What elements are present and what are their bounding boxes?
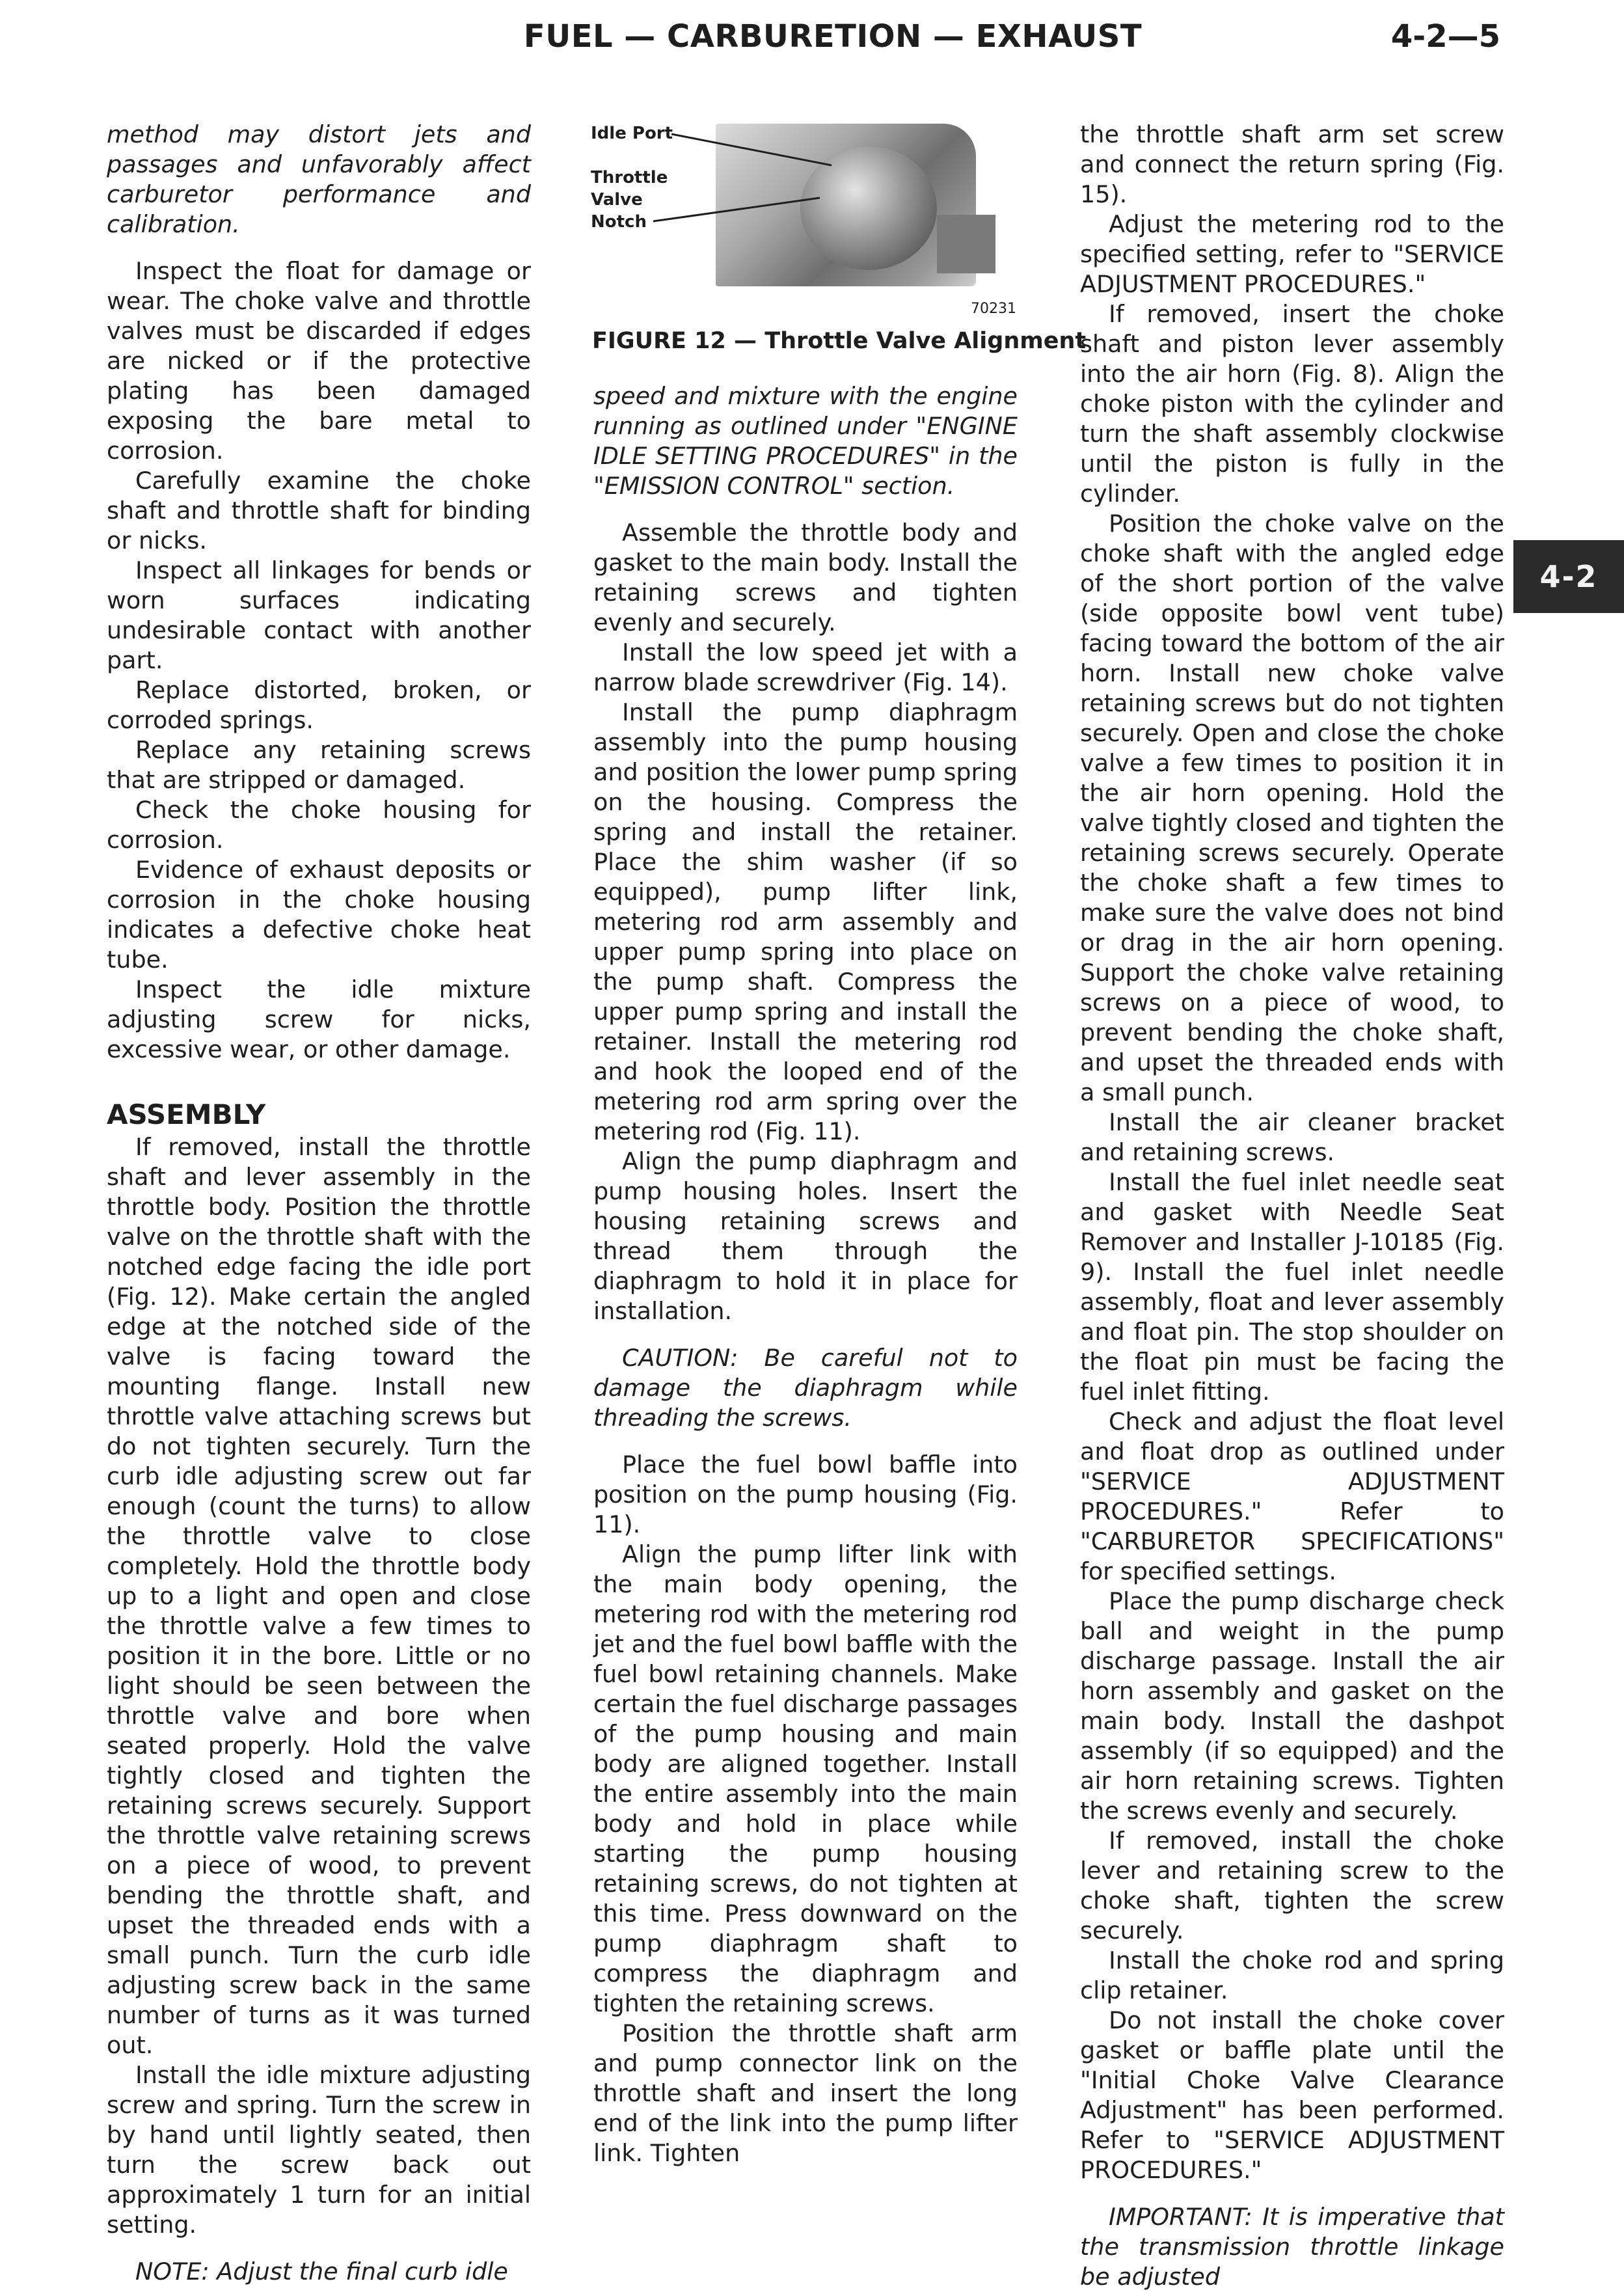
paragraph: Check the choke housing for corrosion. bbox=[107, 796, 531, 854]
figure-caption: FIGURE 12 — Throttle Valve Alignment bbox=[592, 328, 1087, 354]
page-header-title: FUEL — CARBURETION — EXHAUST bbox=[523, 18, 1143, 55]
paragraph: Place the pump discharge check ball and weight in the pump discharge passage. Install the air horn assembly and gasket on the main body. Install the dashpot assembly (if so equipped) and the air horn retaining screws. Tighten the screws evenly and securely. bbox=[1080, 1587, 1504, 1825]
paragraph: speed and mixture with the engine running as outlined under "ENGINE IDLE SETTING PROCEDURES" in the "EMISSION CONTROL" section. bbox=[593, 382, 1018, 500]
paragraph: method may distort jets and passages and unfavorably affect carburetor performance and calibration. bbox=[107, 120, 531, 238]
paragraph: Install the fuel inlet needle seat and gasket with Needle Seat Remover and Installer J-10185 (Fig. 9). Install the fuel inlet needle assembly, float and lever assembly and float pin. The stop shoulder on the float pin must be facing the fuel inlet fitting. bbox=[1080, 1168, 1504, 1406]
paragraph: Inspect the idle mixture adjusting screw for nicks, excessive wear, or other damage. bbox=[107, 975, 531, 1063]
throttle-notch-leader bbox=[653, 198, 820, 221]
paragraph: If removed, install the throttle shaft and lever assembly in the throttle body. Position the throttle valve on the throttle shaft with the notched edge facing the idle port (Fig. 12). Make certain the angled edge at the notched side of the valve is facing toward the mounting flange. Install new throttle valve attaching screws but do not tighten securely. Turn the curb idle adjusting screw out far enough (count the turns) to allow the throttle valve to close completely. Hold the throttle body up to a light and open and close the throttle valve a few times to position it in the bore. Little or no light should be seen between the throttle valve and bore when seated properly. Hold the valve tightly closed and tighten the retaining screws securely. Support the throttle valve retaining screws on a piece of wood, to prevent bending the throttle shaft, and upset the threaded ends with a small punch. Turn the curb idle adjusting screw back in the same number of turns as it was turned out. bbox=[107, 1133, 531, 2059]
figure-number: 70231 bbox=[971, 301, 1016, 317]
note-paragraph: NOTE: Adjust the final curb idle bbox=[135, 2258, 508, 2285]
paragraph: Do not install the choke cover gasket or baffle plate until the "Initial Choke Valve Clearance Adjustment" has been performed. Refer to "SERVICE ADJUSTMENT PROCEDURES." bbox=[1080, 2006, 1504, 2184]
paragraph: Carefully examine the choke shaft and throttle shaft for binding or nicks. bbox=[107, 467, 531, 554]
paragraph: Inspect the float for damage or wear. The choke valve and throttle valves must be discarded if edges are nicked or if the protective plating has been damaged exposing the bare metal to corrosion. bbox=[107, 257, 531, 465]
page-number: 4-2—5 bbox=[1390, 18, 1500, 55]
paragraph: Assemble the throttle body and gasket to the main body. Install the retaining screws and tighten evenly and securely. bbox=[593, 519, 1018, 636]
column-2 bbox=[593, 381, 1018, 2168]
paragraph: Replace distorted, broken, or corroded springs. bbox=[107, 676, 531, 734]
section-heading-assembly: ASSEMBLY bbox=[107, 1098, 266, 1130]
important-paragraph: IMPORTANT: It is imperative that the transmission throttle linkage be adjusted bbox=[1080, 2203, 1504, 2291]
valve-label: Valve bbox=[591, 190, 643, 210]
column-1 bbox=[107, 120, 531, 2287]
paragraph: Evidence of exhaust deposits or corrosion in the choke housing indicates a defective choke heat tube. bbox=[107, 856, 531, 974]
caution-paragraph: CAUTION: Be careful not to damage the diaphragm while threading the screws. bbox=[593, 1344, 1018, 1432]
paragraph: Replace any retaining screws that are stripped or damaged. bbox=[107, 736, 531, 794]
paragraph: Align the pump lifter link with the main body opening, the metering rod with the metering rod jet and the fuel bowl baffle with the fuel bowl retaining channels. Make certain the fuel discharge passages of the pump housing and main body are aligned together. Install the entire assembly into the main body and hold in place while starting the pump housing retaining screws, do not tighten at this time. Press downward on the pump diaphragm shaft to compress the diaphragm and tighten the retaining screws. bbox=[593, 1540, 1018, 2017]
paragraph: Position the throttle shaft arm and pump connector link on the throttle shaft and insert the long end of the link into the pump lifter link. Tighten bbox=[593, 2019, 1018, 2167]
figure-leader-lines bbox=[586, 117, 1028, 332]
paragraph: Position the choke valve on the choke shaft with the angled edge of the short portion of the valve (side opposite bowl vent tube) facing toward the bottom of the air horn. Install new choke valve retaining screws but do not tighten securely. Open and close the choke valve a few times to position it in the air horn opening. Hold the valve tightly closed and tighten the retaining screws securely. Operate the choke shaft a few times to make sure the valve does not bind or drag in the air horn opening. Support the choke valve retaining screws on a piece of wood, to prevent bending the choke shaft, and upset the threaded ends with a small punch. bbox=[1080, 510, 1504, 1106]
paragraph: If removed, insert the choke shaft and piston lever assembly into the air horn (Fig. 8). Align the choke piston with the cylinder and turn the shaft assembly clockwise until the piston is fully in the cylinder. bbox=[1080, 300, 1504, 508]
column-3 bbox=[1080, 120, 1504, 2292]
paragraph: Inspect all linkages for bends or worn surfaces indicating undesirable contact with another part. bbox=[107, 556, 531, 674]
notch-label: Notch bbox=[591, 212, 647, 232]
paragraph: Adjust the metering rod to the specified setting, refer to "SERVICE ADJUSTMENT PROCEDURES." bbox=[1080, 210, 1504, 298]
paragraph: Install the choke rod and spring clip retainer. bbox=[1080, 1946, 1504, 2004]
paragraph: Install the air cleaner bracket and retaining screws. bbox=[1080, 1108, 1504, 1166]
idle-port-label: Idle Port bbox=[591, 124, 673, 143]
idle-port-leader bbox=[671, 134, 832, 165]
paragraph: Check and adjust the float level and float drop as outlined under "SERVICE ADJUSTMENT PROCEDURES." Refer to "CARBURETOR SPECIFICATIONS" for specified settings. bbox=[1080, 1408, 1504, 1585]
paragraph: Install the idle mixture adjusting screw and spring. Turn the screw in by hand until lightly seated, then turn the screw back out approximately 1 turn for an initial setting. bbox=[107, 2061, 531, 2239]
paragraph: Align the pump diaphragm and pump housing holes. Insert the housing retaining screws and thread them through the diaphragm to hold it in place for installation. bbox=[593, 1147, 1018, 1325]
paragraph: the throttle shaft arm set screw and connect the return spring (Fig. 15). bbox=[1080, 120, 1504, 208]
paragraph: Install the low speed jet with a narrow blade screwdriver (Fig. 14). bbox=[593, 638, 1018, 696]
throttle-label: Throttle bbox=[591, 168, 668, 187]
paragraph: Place the fuel bowl baffle into position on the pump housing (Fig. 11). bbox=[593, 1451, 1018, 1538]
paragraph: Install the pump diaphragm assembly into the pump housing and position the lower pump spring on the housing. Compress the spring and install the retainer. Place the shim washer (if so equipped), pump lifter link, metering rod arm assembly and upper pump spring into place on the pump shaft. Compress the upper pump spring and install the retainer. Install the metering rod and hook the looped end of the metering rod arm spring over the metering rod (Fig. 11). bbox=[593, 698, 1018, 1145]
section-tab: 4-2 bbox=[1513, 540, 1624, 613]
paragraph: If removed, install the choke lever and retaining screw to the choke shaft, tighten the screw securely. bbox=[1080, 1827, 1504, 1944]
